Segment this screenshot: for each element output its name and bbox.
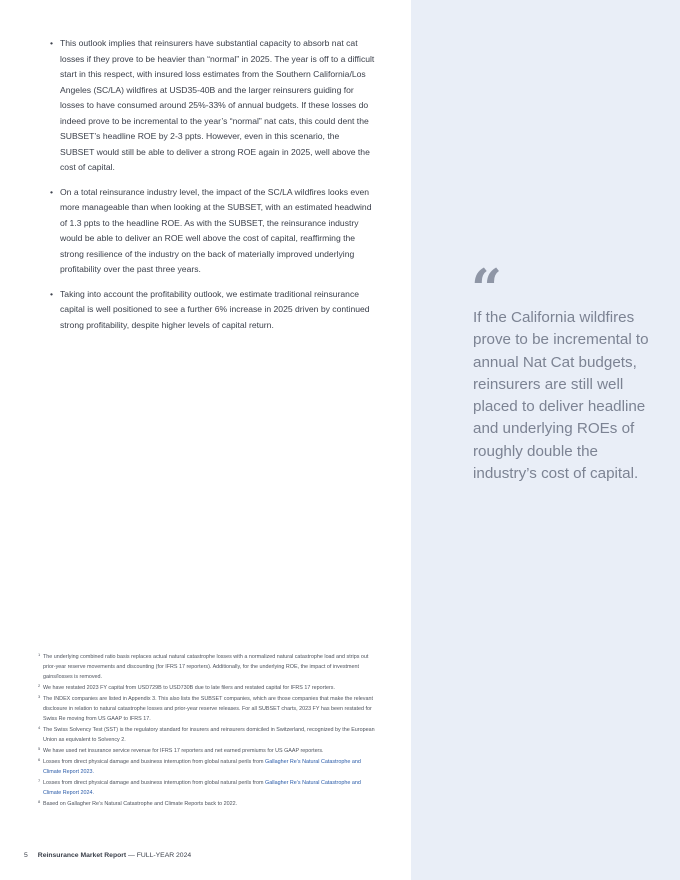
footnote-number: 2 [38, 683, 41, 688]
footnote-text: The Swiss Solvency Test (SST) is the regulatory standard for insurers and reinsurers domiciled in Switzerland, recognized by the European Union as equivalent to Solvency 2. [43, 727, 375, 743]
report-period: — FULL-YEAR 2024 [126, 852, 192, 859]
report-link-2024[interactable]: Gallagher Re’s Natural Catastrophe and Climate Report 2024. [43, 780, 361, 796]
footnote-text: Based on Gallagher Re’s Natural Catastrophe and Climate Reports back to 2022. [43, 801, 238, 807]
footnote-text: The INDEX companies are listed in Appendix 3. This also lists the SUBSET companies, which are those companies that make the relevant disclosure in relation to natural catastrophe losses and prior-year reserve releases. For all SUBSET charts, 2023 FY has been restated for Swiss Re moving from US GAAP to IFRS 17. [43, 696, 373, 722]
bullet-list [50, 36, 375, 342]
footnote [40, 757, 375, 777]
footnote-text: We have restated 2023 FY capital from USD729B to USD730B due to late filers and restated capital for IFRS 17 reporters. [43, 685, 335, 691]
footnote-number: 1 [38, 652, 41, 657]
footnote-number: 5 [38, 746, 41, 751]
bullet-item: • Taking into account the profitability outlook, we estimate traditional reinsurance capital is well positioned to see a further 6% increase in 2025 driven by continued strong profitability, despite higher levels of capital return. [50, 287, 375, 334]
footnote [40, 778, 375, 798]
footnote-number: 4 [38, 725, 41, 730]
footnote [40, 683, 375, 693]
footnote-text: Losses from direct physical damage and business interruption from global natural perils from [43, 780, 266, 786]
footnote-number: 7 [38, 778, 41, 783]
footnotes [40, 652, 375, 810]
pull-quote: If the California wildfires prove to be incremental to annual Nat Cat budgets, reinsurers are still well placed to deliver headline and underlying ROEs of roughly double the industry’s cost of capital. [473, 309, 649, 483]
footnote [40, 746, 375, 756]
page-number: 5 [24, 852, 28, 859]
footnote [40, 652, 375, 682]
footnote-text: The underlying combined ratio basis replaces actual natural catastrophe losses with a normalized natural catastrophe load and strips out prior-year reserve movements and discounting (for IFRS 17 reporters). Additionally, for the underlying ROE, the impact of investment gains/losses is removed. [43, 654, 369, 680]
report-title: Reinsurance Market Report [37, 852, 127, 859]
report-link-2023[interactable]: Gallagher Re’s Natural Catastrophe and Climate Report 2023. [43, 759, 361, 775]
footnote [40, 799, 375, 809]
footnote-number: 6 [38, 757, 41, 762]
footnote-number: 3 [38, 694, 41, 699]
footnote [40, 725, 375, 745]
bullet-item: • On a total reinsurance industry level, the impact of the SC/LA wildfires looks even more manageable than when looking at the SUBSET, with an estimated headwind of 1.3 ppts to the headline ROE. As with the SUBSET, the reinsurance industry would be able to deliver an ROE well above the cost of capital, reaffirming the strong resilience of the industry on the back of materially improved underlying profitability over the past three years. [50, 185, 375, 278]
footnote-text: We have used net insurance service revenue for IFRS 17 reporters and net earned premiums for US GAAP reporters. [43, 748, 324, 754]
page-footer [24, 852, 191, 859]
footnote [40, 694, 375, 724]
bullet-item: • This outlook implies that reinsurers have substantial capacity to absorb nat cat losses if they prove to be heavier than “normal” in 2025. The year is off to a difficult start in this respect, with insured loss estimates from the Southern California/Los Angeles (SC/LA) wildfires at USD35-40B and the larger reinsurers guiding for losses to have consumed around 25%-33% of annual budgets. If these losses do indeed prove to be incremental to the year’s “normal” nat cats, this could dent the SUBSET’s headline ROE by 2-3 ppts. However, even in this scenario, the SUBSET would still be able to deliver a strong ROE again in 2025, well above the cost of capital. [50, 36, 375, 176]
quotation-mark-icon: “ [471, 257, 499, 321]
footnote-text: Losses from direct physical damage and business interruption from global natural perils from [43, 759, 266, 765]
footnote-number: 8 [38, 799, 41, 804]
